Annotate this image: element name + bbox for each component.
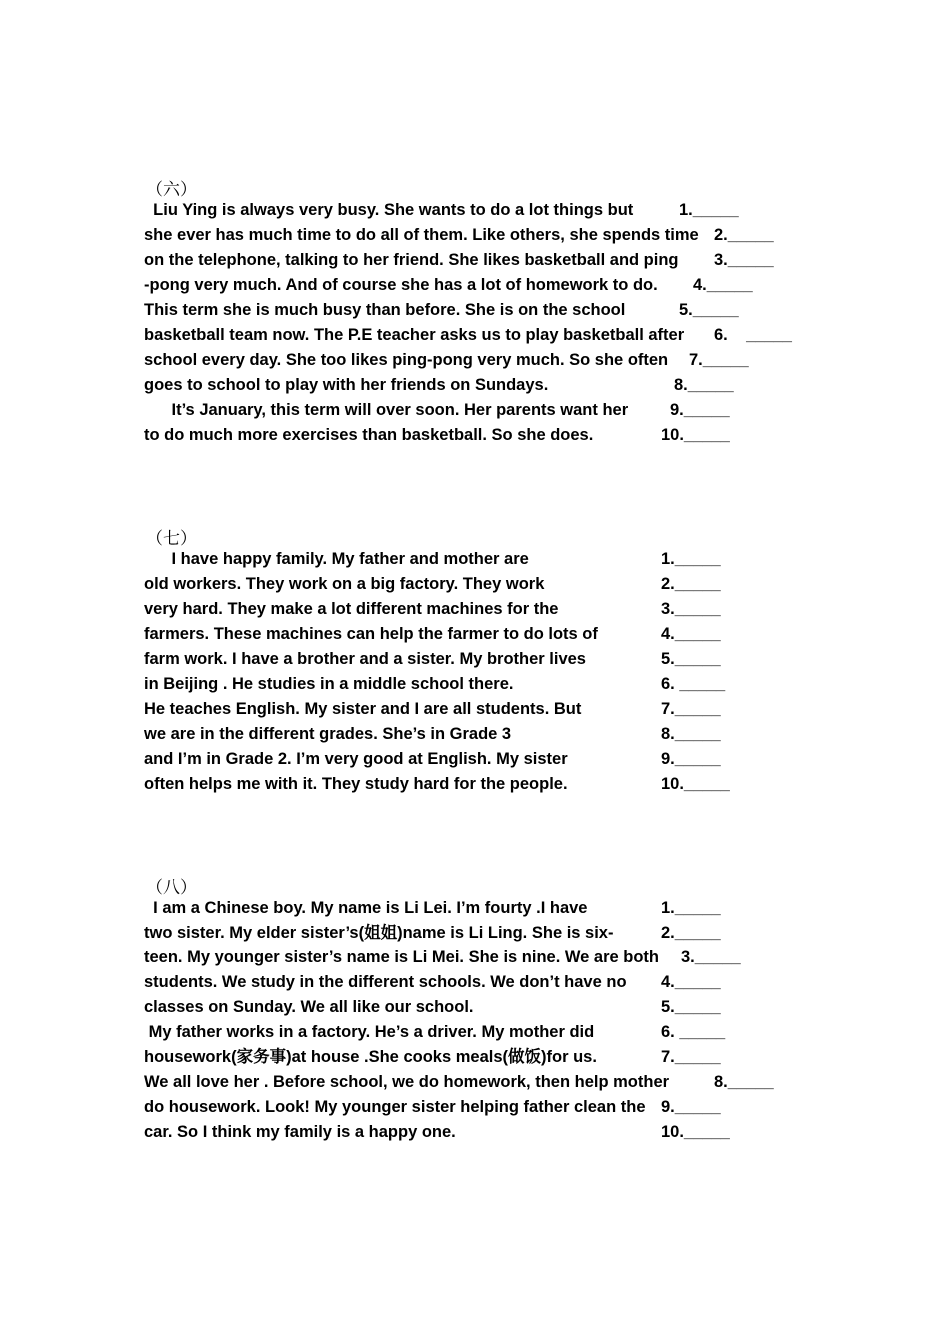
answer-blank[interactable]: 3._____ xyxy=(661,600,721,618)
answer-blank[interactable]: 10._____ xyxy=(661,775,730,793)
answer-blank[interactable]: 1._____ xyxy=(661,899,721,917)
section-8-line: I am a Chinese boy. My name is Li Lei. I’m fourty .I have xyxy=(144,899,588,917)
answer-blank[interactable]: 1._____ xyxy=(661,550,721,568)
answer-blank[interactable]: 10._____ xyxy=(661,1123,730,1141)
answer-blank[interactable]: 7._____ xyxy=(689,351,749,369)
section-6-line: on the telephone, talking to her friend. She likes basketball and ping xyxy=(144,251,679,269)
answer-blank[interactable]: 4._____ xyxy=(661,973,721,991)
section-8-line: teen. My younger sister’s name is Li Mei. She is nine. We are both xyxy=(144,948,660,966)
section-8-line: do housework. Look! My younger sister helping father clean the xyxy=(144,1098,646,1116)
answer-blank[interactable]: 8._____ xyxy=(714,1073,774,1091)
answer-blank[interactable]: 8._____ xyxy=(674,376,734,394)
section-7-line: very hard. They make a lot different machines for the xyxy=(144,600,559,618)
section-8-line: students. We study in the different schools. We don’t have no xyxy=(144,973,627,991)
answer-blank[interactable]: 9._____ xyxy=(670,401,730,419)
answer-blank[interactable]: 6. _____ xyxy=(661,675,726,693)
answer-blank[interactable]: 4._____ xyxy=(693,276,753,294)
answer-blank[interactable]: 6. _____ xyxy=(661,1023,726,1041)
answer-blank[interactable]: 7._____ xyxy=(661,700,721,718)
answer-blank[interactable]: 9._____ xyxy=(661,750,721,768)
answer-blank[interactable]: 8._____ xyxy=(661,725,721,743)
section-6-line: basketball team now. The P.E teacher asks us to play basketball after xyxy=(144,326,685,344)
section-6-heading: （六） xyxy=(146,180,197,200)
section-7-line: He teaches English. My sister and I are all students. But xyxy=(144,700,582,718)
section-6-line: -pong very much. And of course she has a lot of homework to do. xyxy=(144,276,658,294)
section-6-line: she ever has much time to do all of them. Like others, she spends time xyxy=(144,226,699,244)
section-8-line: car. So I think my family is a happy one. xyxy=(144,1123,456,1141)
answer-blank[interactable]: 2._____ xyxy=(661,575,721,593)
answer-blank[interactable]: 4._____ xyxy=(661,625,721,643)
section-7-line: we are in the different grades. She’s in Grade 3 xyxy=(144,725,512,743)
section-7-line: I have happy family. My father and mother are xyxy=(144,550,529,568)
section-6-line: goes to school to play with her friends on Sundays. xyxy=(144,376,549,394)
answer-blank[interactable]: 2._____ xyxy=(714,226,774,244)
section-6-line: Liu Ying is always very busy. She wants to do a lot things but xyxy=(144,201,634,219)
section-6-line: This term she is much busy than before. She is on the school xyxy=(144,301,626,319)
section-7-line: old workers. They work on a big factory. They work xyxy=(144,575,545,593)
answer-blank[interactable]: 5._____ xyxy=(661,650,721,668)
answer-blank[interactable]: 9._____ xyxy=(661,1098,721,1116)
section-8-line: two sister. My elder sister’s(姐姐)name is Li Ling. She is six- xyxy=(144,924,614,942)
answer-blank[interactable]: 5._____ xyxy=(661,998,721,1016)
answer-blank[interactable]: 3._____ xyxy=(681,948,741,966)
answer-blank[interactable]: 7._____ xyxy=(661,1048,721,1066)
section-7-line: farmers. These machines can help the farmer to do lots of xyxy=(144,625,598,643)
section-6-line: to do much more exercises than basketball. So she does. xyxy=(144,426,594,444)
section-7-heading: （七） xyxy=(146,529,197,549)
section-7-line: in Beijing . He studies in a middle school there. xyxy=(144,675,514,693)
section-7-line: farm work. I have a brother and a sister. My brother lives xyxy=(144,650,586,668)
section-8-line: housework(家务事)at house .She cooks meals(做饭)for us. xyxy=(144,1048,597,1066)
section-6-line: school every day. She too likes ping-pong very much. So she often xyxy=(144,351,669,369)
section-6-line: It’s January, this term will over soon. Her parents want her xyxy=(144,401,629,419)
section-7-line: and I’m in Grade 2. I’m very good at English. My sister xyxy=(144,750,568,768)
answer-blank[interactable]: 6. _____ xyxy=(714,326,792,344)
section-8-heading: （八） xyxy=(146,878,197,898)
section-8-line: classes on Sunday. We all like our school. xyxy=(144,998,474,1016)
answer-blank[interactable]: 10._____ xyxy=(661,426,730,444)
section-7-line: often helps me with it. They study hard for the people. xyxy=(144,775,568,793)
section-8-line: We all love her . Before school, we do homework, then help mother xyxy=(144,1073,670,1091)
section-8-line: My father works in a factory. He’s a driver. My mother did xyxy=(144,1023,595,1041)
answer-blank[interactable]: 5._____ xyxy=(679,301,739,319)
answer-blank[interactable]: 2._____ xyxy=(661,924,721,942)
answer-blank[interactable]: 3._____ xyxy=(714,251,774,269)
answer-blank[interactable]: 1._____ xyxy=(679,201,739,219)
